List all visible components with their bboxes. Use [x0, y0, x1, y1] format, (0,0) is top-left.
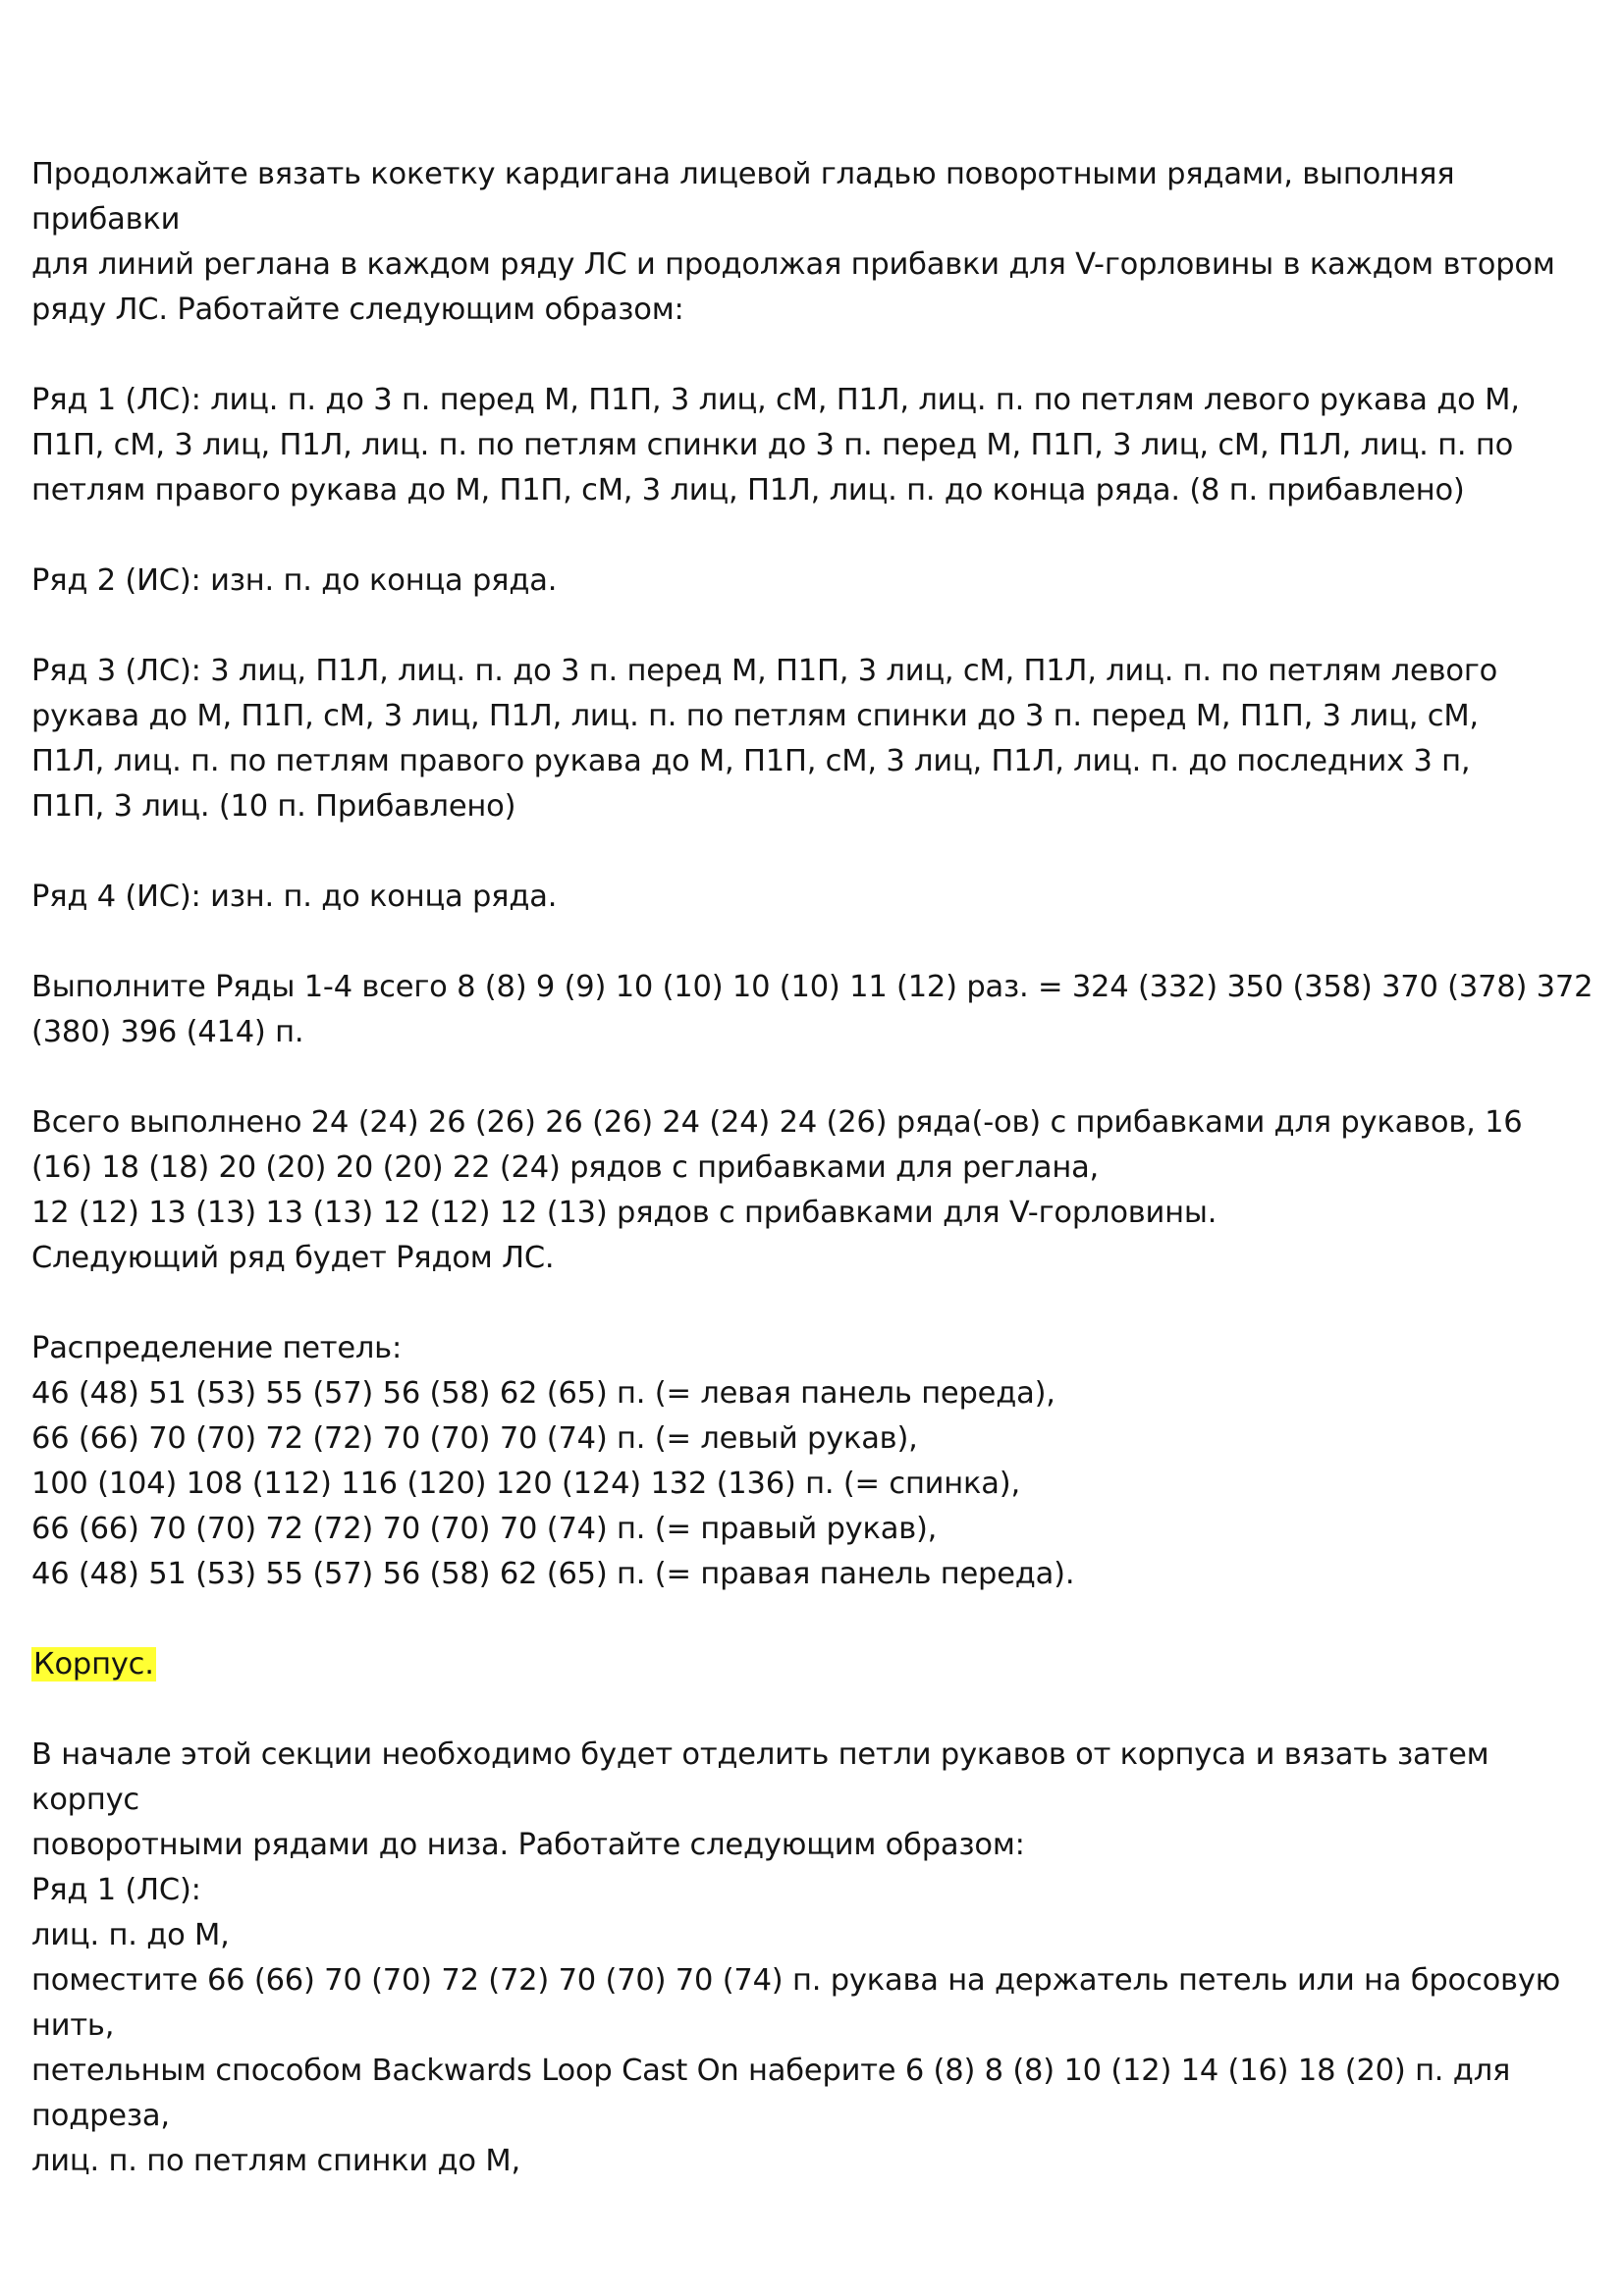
text-line: поворотными рядами до низа. Работайте следующим образом:	[31, 1828, 1025, 1862]
text-line: Ряд 3 (ЛС): 3 лиц, П1Л, лиц. п. до 3 п. перед М, П1П, 3 лиц, сМ, П1Л, лиц. п. по петлям левого	[31, 654, 1498, 688]
repeat-instructions	[31, 965, 1602, 1055]
text-line: Всего выполнено 24 (24) 26 (26) 26 (26) 24 (24) 24 (26) ряда(-ов) с прибавками для рукавов, 16	[31, 1105, 1523, 1140]
text-line: Ряд 2 (ИС): изн. п. до конца ряда.	[31, 563, 558, 598]
text-line: (16) 18 (18) 20 (20) 20 (20) 22 (24) рядов с прибавками для реглана,	[31, 1150, 1100, 1185]
text-line: поместите 66 (66) 70 (70) 72 (72) 70 (70) 70 (74) п. рукава на держатель петель или на бросовую	[31, 1963, 1561, 1998]
text-line: П1П, сМ, 3 лиц, П1Л, лиц. п. по петлям спинки до 3 п. перед М, П1П, 3 лиц, сМ, П1Л, лиц. п. по	[31, 428, 1514, 462]
document-page	[31, 152, 1602, 2184]
text-line: рукава до М, П1П, сМ, 3 лиц, П1Л, лиц. п. по петлям спинки до 3 п. перед М, П1П, 3 лиц, сМ,	[31, 699, 1479, 733]
text-line: П1Л, лиц. п. по петлям правого рукава до М, П1П, сМ, 3 лиц, П1Л, лиц. п. до последних 3 п,	[31, 744, 1471, 778]
text-line: (380) 396 (414) п.	[31, 1015, 304, 1049]
distribution-title: Распределение петель:	[31, 1331, 403, 1365]
intro-paragraph	[31, 152, 1602, 333]
distribution-line: 66 (66) 70 (70) 72 (72) 70 (70) 70 (74) п. (= правый рукав),	[31, 1512, 938, 1546]
row-4-instructions	[31, 875, 1602, 920]
text-line: петельным способом Backwards Loop Cast On наберите 6 (8) 8 (8) 10 (12) 14 (16) 18 (20) п. для	[31, 2054, 1511, 2088]
text-line: нить,	[31, 2008, 115, 2043]
distribution-line: 66 (66) 70 (70) 72 (72) 70 (70) 70 (74) п. (= левый рукав),	[31, 1421, 918, 1456]
text-line: Ряд 1 (ЛС):	[31, 1873, 201, 1907]
text-line: лиц. п. по петлям спинки до М,	[31, 2144, 520, 2178]
text-line: для линий реглана в каждом ряду ЛС и продолжая прибавки для V-горловины в каждом втором	[31, 247, 1555, 282]
stitch-distribution	[31, 1326, 1602, 1597]
distribution-line: 46 (48) 51 (53) 55 (57) 56 (58) 62 (65) п. (= правая панель переда).	[31, 1557, 1075, 1591]
text-line: В начале этой секции необходимо будет отделить петли рукавов от корпуса и вязать затем корпус	[31, 1737, 1489, 1817]
text-line: Ряд 1 (ЛС): лиц. п. до 3 п. перед М, П1П, 3 лиц, сМ, П1Л, лиц. п. по петлям левого рукава до М,	[31, 383, 1520, 417]
distribution-line: 100 (104) 108 (112) 116 (120) 120 (124) 132 (136) п. (= спинка),	[31, 1467, 1020, 1501]
row-3-instructions	[31, 649, 1602, 829]
distribution-line: 46 (48) 51 (53) 55 (57) 56 (58) 62 (65) п. (= левая панель переда),	[31, 1376, 1055, 1411]
text-line: Следующий ряд будет Рядом ЛС.	[31, 1241, 555, 1275]
text-line: лиц. п. до М,	[31, 1918, 230, 1952]
section-title-highlighted: Корпус.	[33, 1647, 154, 1682]
totals-paragraph	[31, 1100, 1602, 1281]
text-line: подреза,	[31, 2099, 170, 2133]
section-heading	[31, 1642, 1602, 1687]
text-line: ряду ЛС. Работайте следующим образом:	[31, 293, 684, 327]
row-1-instructions	[31, 378, 1602, 513]
text-line: петлям правого рукава до М, П1П, сМ, 3 лиц, П1Л, лиц. п. до конца ряда. (8 п. прибавлено)	[31, 473, 1465, 507]
body-row-1-instructions	[31, 1868, 1602, 2184]
text-line: 12 (12) 13 (13) 13 (13) 12 (12) 12 (13) рядов с прибавками для V-горловины.	[31, 1196, 1217, 1230]
text-line: Продолжайте вязать кокетку кардигана лицевой гладью поворотными рядами, выполняя прибавки	[31, 157, 1455, 237]
text-line: Ряд 4 (ИС): изн. п. до конца ряда.	[31, 880, 558, 914]
row-2-instructions	[31, 559, 1602, 604]
text-line: Выполните Ряды 1-4 всего 8 (8) 9 (9) 10 (10) 10 (10) 11 (12) раз. = 324 (332) 350 (358) 370 (378) 372	[31, 970, 1594, 1004]
body-intro-paragraph	[31, 1733, 1602, 1868]
text-line: П1П, 3 лиц. (10 п. Прибавлено)	[31, 789, 516, 824]
